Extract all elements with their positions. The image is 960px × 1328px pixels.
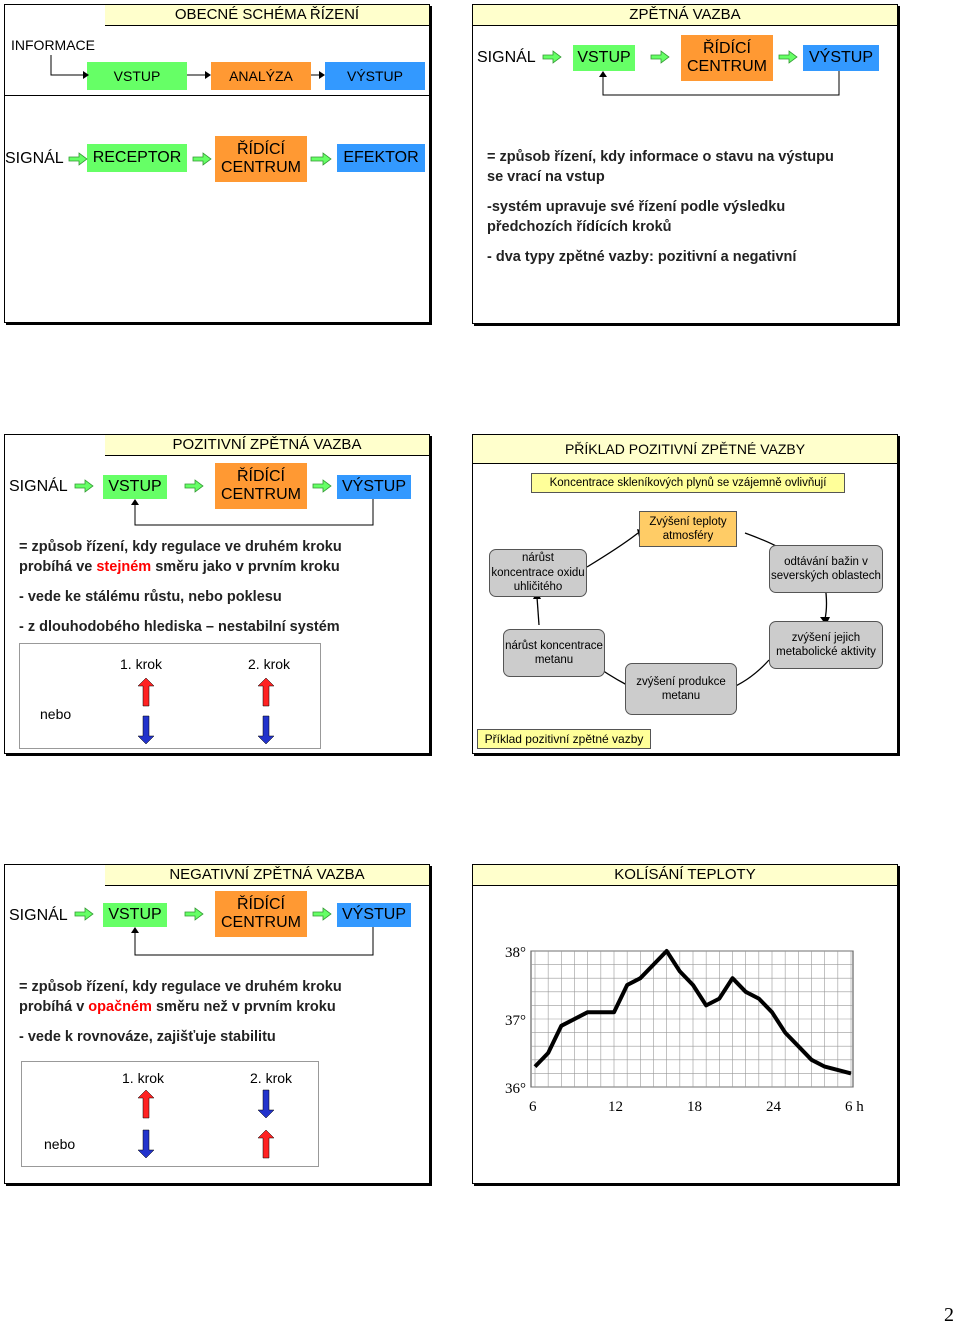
x-tick-label: 18	[687, 1099, 702, 1115]
slide-title: POZITIVNÍ ZPĚTNÁ VAZBA	[105, 435, 429, 456]
input-box: VSTUP	[103, 475, 167, 499]
steps-box	[21, 1061, 319, 1167]
receptor-box: RECEPTOR	[87, 144, 187, 172]
slide-kolisani-teploty	[472, 864, 898, 1184]
y-tick-label: 36°	[505, 1081, 526, 1097]
center-line1: ŘÍDÍCÍ	[237, 895, 285, 913]
output-box: VÝSTUP	[337, 475, 411, 499]
definition-highlight: stejném	[96, 559, 152, 575]
signal-label: SIGNÁL	[477, 49, 536, 66]
step2-label: 2. krok	[250, 1070, 293, 1086]
blue-down-arrow-step1	[138, 716, 154, 744]
slide-obecne-schema	[4, 4, 430, 96]
input-box: VSTUP	[103, 903, 167, 927]
center-line1: ŘÍDÍCÍ	[237, 467, 285, 485]
definition-text-pre: probíhá ve	[19, 559, 97, 575]
red-up-arrow-step2	[258, 1130, 274, 1158]
slide-pozitivni-vazba	[4, 434, 430, 754]
adjust-line1: -systém upravuje své řízení podle výsledku	[487, 199, 786, 215]
definition-line2	[19, 557, 340, 577]
red-up-arrow-step2	[258, 678, 274, 706]
steps-box	[19, 643, 321, 749]
center-line2: CENTRUM	[687, 58, 767, 75]
slide-title: OBECNÉ SCHÉMA ŘÍZENÍ	[105, 5, 429, 26]
definition-line1: = způsob řízení, kdy regulace ve druhém kroku	[19, 539, 342, 555]
definition-line1: = způsob řízení, kdy informace o stavu na výstupu	[487, 149, 834, 165]
information-label: INFORMACE	[11, 37, 95, 53]
slide-zpetna-vazba	[472, 4, 898, 324]
slide-title: PŘÍKLAD POZITIVNÍ ZPĚTNÉ VAZBY	[473, 435, 897, 464]
node-methane: nárůst koncentrace metanu	[503, 629, 605, 677]
slide-title: KOLÍSÁNÍ TEPLOTY	[473, 865, 897, 886]
center-line1: ŘÍDÍCÍ	[237, 140, 285, 158]
step-arrows	[20, 644, 320, 748]
stability-line: - vede k rovnováze, zajišťuje stabilitu	[19, 1029, 276, 1045]
definition-line1: = způsob řízení, kdy regulace ve druhém kroku	[19, 979, 342, 995]
center-line2: CENTRUM	[221, 914, 301, 931]
slide-priklad-pozitivni	[472, 434, 898, 754]
temperature-chart	[473, 865, 897, 1183]
or-label: nebo	[44, 1136, 76, 1152]
growth-line: - vede ke stálému růstu, nebo poklesu	[19, 589, 282, 605]
node-metabolism: zvýšení jejich metabolické aktivity	[769, 621, 883, 669]
signal-label: SIGNÁL	[9, 907, 68, 924]
slide-obecne-schema-lower	[4, 96, 430, 323]
adjust-line2: předchozích řídících kroků	[487, 219, 672, 235]
blue-down-arrow-step2	[258, 716, 274, 744]
red-up-arrow-step1	[138, 1090, 154, 1118]
definition-text-pre: probíhá v	[19, 999, 89, 1015]
page-number: 2	[944, 1304, 954, 1326]
output-box: VÝSTUP	[337, 903, 411, 927]
signal-label: SIGNÁL	[5, 150, 64, 167]
red-up-arrow-step1	[138, 678, 154, 706]
caption: Příklad pozitivní zpětné vazby	[477, 729, 651, 749]
analysis-box: ANALÝZA	[211, 62, 311, 90]
center-line1: ŘÍDÍCÍ	[703, 39, 751, 57]
instability-line: - z dlouhodobého hlediska – nestabilní systém	[19, 619, 340, 635]
receptor-flow-arrows	[5, 96, 429, 322]
step1-label: 1. krok	[122, 1070, 165, 1086]
definition-text-post: směru jako v prvním kroku	[151, 559, 340, 575]
step-arrows	[22, 1062, 318, 1166]
x-tick-label: 6 h	[845, 1099, 864, 1115]
node-co2: nárůst koncentrace oxidu uhličitého	[489, 549, 587, 597]
slide-negativni-vazba	[4, 864, 430, 1184]
node-bogs: odtávání bažin v severských oblastech	[769, 545, 883, 593]
types-line: - dva typy zpětné vazby: pozitivní a negativní	[487, 249, 797, 265]
effector-box: EFEKTOR	[337, 144, 425, 172]
or-label: nebo	[40, 706, 72, 722]
x-tick-label: 24	[766, 1099, 781, 1115]
input-box: VSTUP	[87, 62, 187, 90]
definition-line2	[19, 997, 336, 1017]
x-tick-label: 6	[529, 1099, 537, 1115]
y-tick-label: 38°	[505, 945, 526, 961]
step1-label: 1. krok	[120, 656, 163, 672]
input-box: VSTUP	[573, 45, 635, 71]
step2-label: 2. krok	[248, 656, 291, 672]
output-box: VÝSTUP	[325, 62, 425, 90]
signal-label: SIGNÁL	[9, 478, 68, 495]
node-temperature: Zvýšení teploty atmosféry	[639, 511, 737, 547]
center-line2: CENTRUM	[221, 486, 301, 503]
blue-down-arrow-step2	[258, 1090, 274, 1118]
slide-title: NEGATIVNÍ ZPĚTNÁ VAZBA	[105, 865, 429, 886]
center-line2: CENTRUM	[221, 159, 301, 176]
output-box: VÝSTUP	[803, 45, 879, 71]
info-flow-arrows	[5, 5, 429, 95]
definition-highlight: opačném	[88, 999, 152, 1015]
definition-line2: se vrací na vstup	[487, 169, 605, 185]
x-tick-label: 12	[608, 1099, 623, 1115]
blue-down-arrow-step1	[138, 1130, 154, 1158]
node-production: zvýšení produkce metanu	[625, 663, 737, 715]
y-tick-label: 37°	[505, 1013, 526, 1029]
definition-text-post: směru než v prvním kroku	[151, 999, 336, 1015]
slide-title: ZPĚTNÁ VAZBA	[473, 5, 897, 26]
subtitle-note: Koncentrace skleníkových plynů se vzájemně ovlivňují	[531, 473, 845, 493]
